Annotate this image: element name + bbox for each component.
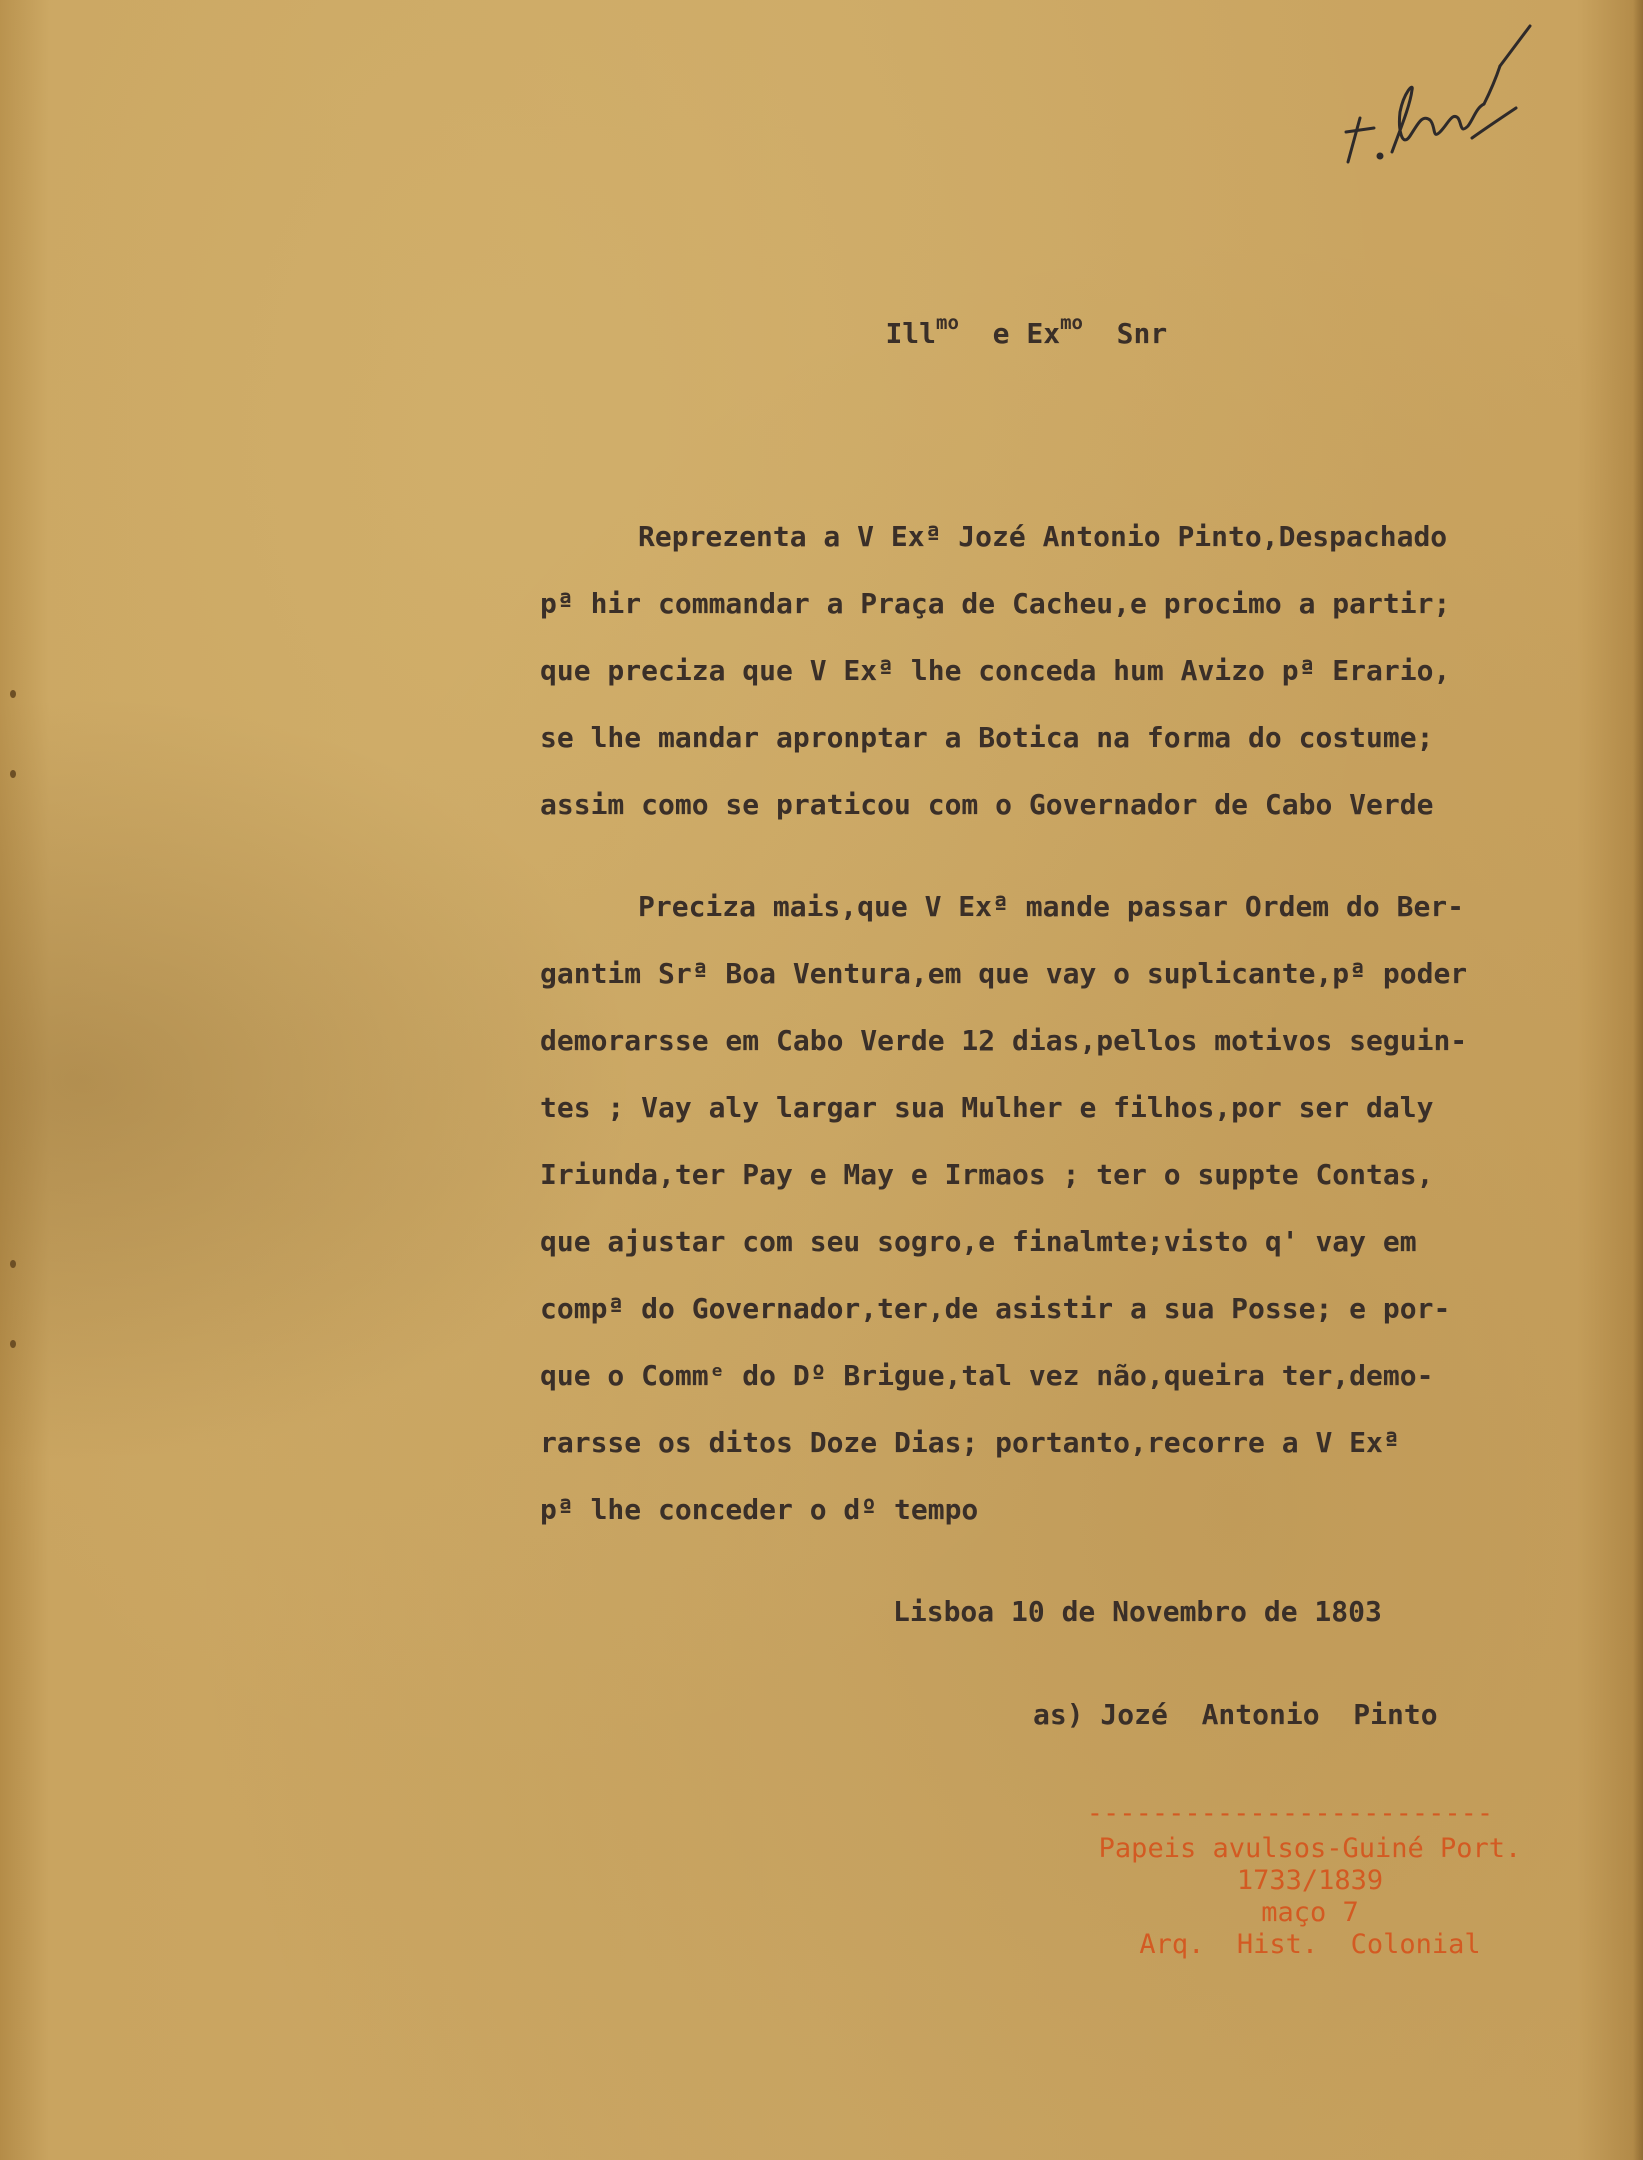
body-line: Iriunda,ter Pay e May e Irmaos ; ter o suppte Contas, (540, 1158, 1434, 1191)
salutation-middle: e Ex (992, 317, 1061, 350)
archive-stamp-line: 1733/1839 (1236, 1865, 1384, 1896)
binding-hole (10, 1260, 16, 1268)
salutation-prefix: Ill (885, 317, 937, 350)
binding-hole (10, 690, 16, 698)
handwritten-margin-note (1340, 20, 1540, 170)
date-line: Lisboa 10 de Novembro de 1803 (893, 1595, 1382, 1628)
body-line: demorarsse em Cabo Verde 12 dias,pellos motivos seguin- (540, 1024, 1468, 1057)
archive-stamp-line: Arq. Hist. Colonial (1139, 1929, 1481, 1960)
archive-stamp-rule: ------------------------- (1086, 1798, 1494, 1829)
body-line: Reprezenta a V Exª Jozé Antonio Pinto,Despachado (638, 520, 1448, 553)
body-line: que preciza que V Exª lhe conceda hum Avizo pª Erario, (540, 654, 1451, 687)
body-line: se lhe mandar apronptar a Botica na forma do costume; (540, 721, 1434, 754)
body-line: compª do Governador,ter,de asistir a sua Posse; e por- (540, 1292, 1451, 1325)
body-line: assim como se praticou com o Governador de Cabo Verde (540, 788, 1434, 821)
binding-hole (10, 1340, 16, 1348)
signature-line: as) Jozé Antonio Pinto (1033, 1698, 1438, 1731)
salutation-suffix: Snr (1116, 317, 1168, 350)
body-line: pª lhe conceder o dº tempo (540, 1493, 979, 1526)
archive-stamp-line: maço 7 (1261, 1897, 1359, 1928)
salutation (818, 283, 1167, 385)
body-line: que o Commᵉ do Dº Brigue,tal vez não,queira ter,demo- (540, 1359, 1434, 1392)
binding-hole (10, 770, 16, 778)
salutation-superscript: mo (936, 312, 959, 334)
paper-edge-shadow (1633, 0, 1643, 2160)
body-line: gantim Srª Boa Ventura,em que vay o suplicante,pª poder (540, 957, 1468, 990)
body-line: que ajustar com seu sogro,e finalmte;visto q' vay em (540, 1225, 1417, 1258)
body-line: tes ; Vay aly largar sua Mulher e filhos,por ser daly (540, 1091, 1434, 1124)
body-line: rarsse os ditos Doze Dias; portanto,recorre a V Exª (540, 1426, 1400, 1459)
archive-stamp-line: Papeis avulsos-Guiné Port. (1098, 1833, 1522, 1864)
body-line: Preciza mais,que V Exª mande passar Ordem do Ber- (638, 890, 1465, 923)
body-line: pª hir commandar a Praça de Cacheu,e procimo a partir; (540, 587, 1451, 620)
salutation-superscript: mo (1060, 312, 1083, 334)
